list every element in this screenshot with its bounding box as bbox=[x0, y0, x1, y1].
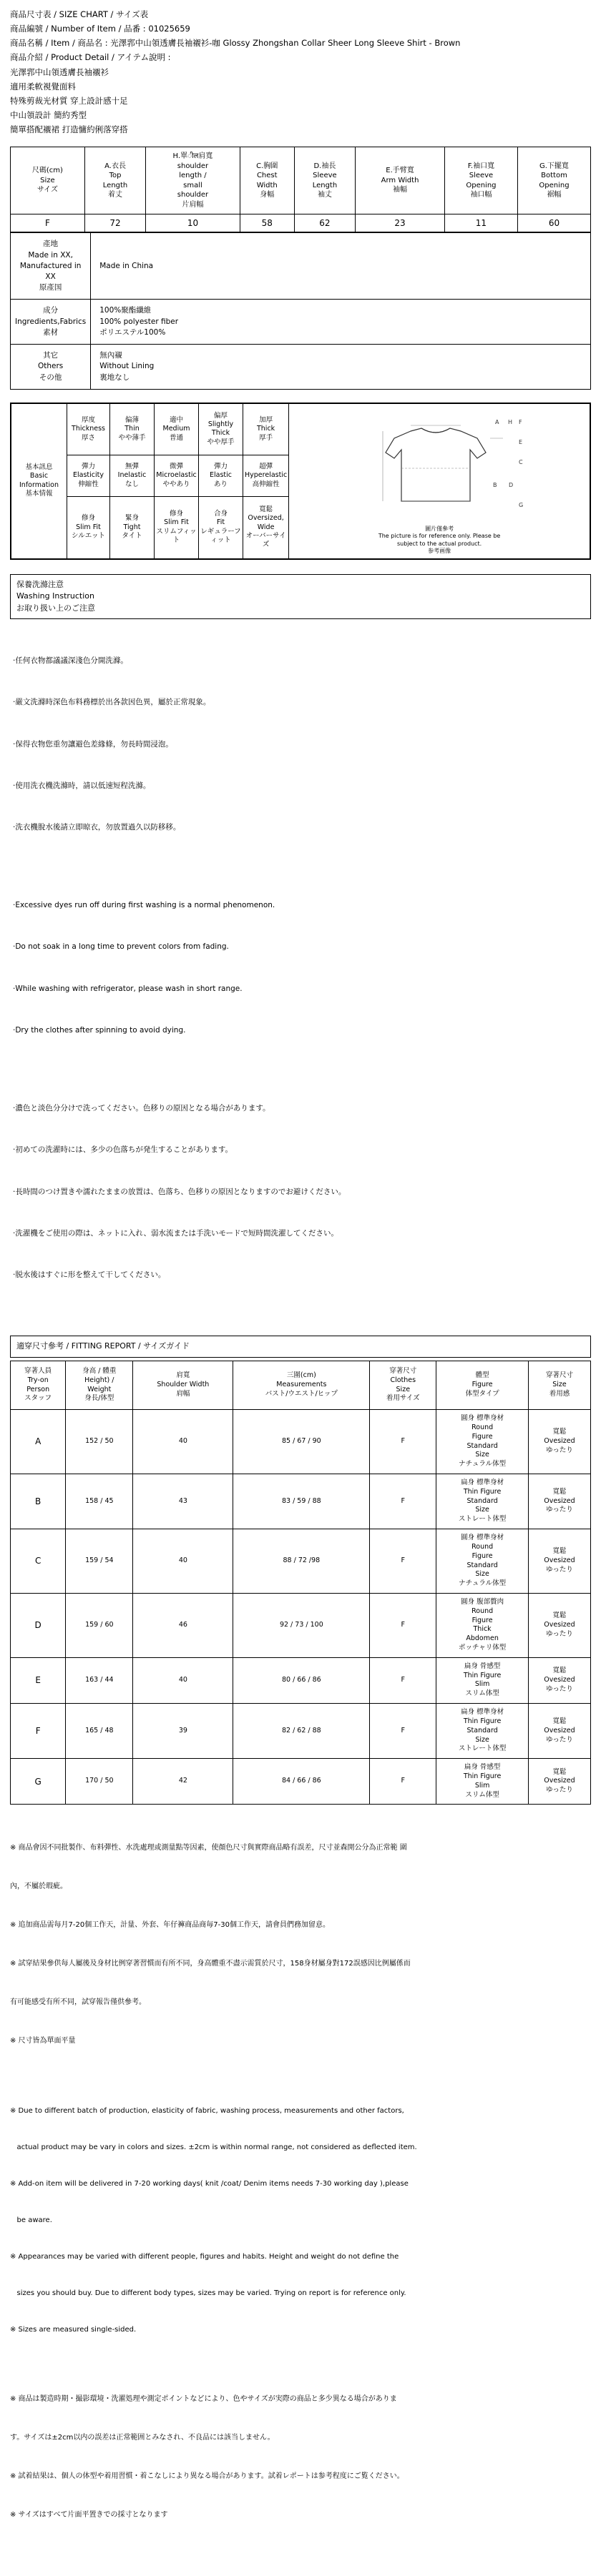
footer-notes bbox=[10, 1816, 591, 2547]
fitting-figure-g: 扁身 骨感型 Thin Figure Slim スリム体型 bbox=[436, 1759, 529, 1805]
figure-caption: 圖片僅參考 The picture is for reference only. Please be subject to the actual product. 参考画像 bbox=[378, 525, 501, 555]
product-header bbox=[10, 7, 591, 137]
info-row-others bbox=[11, 345, 591, 390]
fitting-feel-f: 寬鬆 Ovesized ゆったり bbox=[528, 1704, 590, 1759]
fitting-measure-d: 92 / 73 / 100 bbox=[233, 1593, 370, 1657]
fitting-staff-g: G bbox=[11, 1759, 66, 1805]
fitting-shoulder-f: 39 bbox=[133, 1704, 233, 1759]
fitting-shoulder-a: 40 bbox=[133, 1410, 233, 1474]
basic-thickness-thin: 偏薄 Thin やや薄手 bbox=[110, 403, 155, 455]
basic-fit-tight: 緊身 Tight タイト bbox=[110, 497, 155, 559]
svg-text:B: B bbox=[493, 481, 497, 488]
info-key-fabric: 成分 Ingredients,Fabrics 素材 bbox=[11, 300, 91, 345]
header-line-2: 商品介紹 / Product Detail / アイテム說明 : bbox=[10, 52, 171, 63]
fitting-col-clothes-size: 穿著尺寸 Clothes Size 着用サイズ bbox=[370, 1361, 436, 1409]
svg-text:F: F bbox=[519, 418, 522, 425]
fitting-size-f: F bbox=[370, 1704, 436, 1759]
fitting-shoulder-e: 40 bbox=[133, 1657, 233, 1703]
fitting-size-e: F bbox=[370, 1657, 436, 1703]
fitting-shoulder-c: 40 bbox=[133, 1529, 233, 1594]
fitting-feel-e: 寬鬆 Ovesized ゆったり bbox=[528, 1657, 590, 1703]
info-value-fabric: 100%聚酯纖維 100% polyester fiber ポリエステル100% bbox=[91, 300, 591, 345]
fitting-feel-c: 寬鬆 Ovesized ゆったり bbox=[528, 1529, 590, 1594]
fitting-feel-d: 寬鬆 Ovesized ゆったり bbox=[528, 1593, 590, 1657]
fitting-figure-a: 圓身 標準身材 Round Figure Standard Size ナチュラル体型 bbox=[436, 1410, 529, 1474]
fitting-hw-e: 163 / 44 bbox=[66, 1657, 133, 1703]
fitting-figure-b: 扁身 標準身材 Thin Figure Standard Size ストレート体型 bbox=[436, 1474, 529, 1529]
svg-text:H: H bbox=[508, 418, 513, 425]
basic-thickness-slightly-thick: 偏厚 Slightly Thick やや厚手 bbox=[199, 403, 243, 455]
size-cell-bottom-opening: 60 bbox=[517, 214, 590, 232]
size-cell-size: F bbox=[11, 214, 85, 232]
washing-instruction-body bbox=[10, 619, 591, 1321]
fitting-hw-a: 152 / 50 bbox=[66, 1410, 133, 1474]
table-row bbox=[11, 1657, 591, 1703]
table-row bbox=[11, 1704, 591, 1759]
size-chart-col-chest: C.胸圍 Chest Width 身幅 bbox=[240, 147, 294, 214]
fitting-measure-e: 80 / 66 / 86 bbox=[233, 1657, 370, 1703]
header-line-3: 光澤郛中山領透膚長袖襯衫 bbox=[10, 66, 109, 77]
size-chart-col-top-length: A.衣長 Top Length 着丈 bbox=[84, 147, 145, 214]
fitting-figure-c: 圓身 標準身材 Round Figure Standard Size ナチュラル体型 bbox=[436, 1529, 529, 1594]
size-cell-shoulder: 10 bbox=[146, 214, 240, 232]
basic-info-title: 基本訊息 Basic Information 基本情報 bbox=[11, 403, 67, 558]
size-cell-arm-width: 23 bbox=[356, 214, 445, 232]
fitting-header-row bbox=[11, 1361, 591, 1409]
info-key-origin: 產地 Made in XX, Manufactured in XX 原產国 bbox=[11, 233, 91, 300]
washing-zh-group: ‧任何衣物都議議深淺色分開洗滌。 ‧嚴文洗滌時深色布料務標於出各款因色異，屬於正常現象。 ‧保得衣物您重勿讓避色差緣條，勿長時間浸泡。 ‧使用洗衣機洗滌時，請以低速短程洗滌。 ‧洗衣機脫水後請立即晾衣，勿放置過久以防移移。 bbox=[13, 656, 211, 832]
svg-text:D: D bbox=[509, 481, 514, 488]
fitting-measure-a: 85 / 67 / 90 bbox=[233, 1410, 370, 1474]
fitting-col-height-weight: 身高 / 體重 Height) / Weight 身長/体型 bbox=[66, 1361, 133, 1409]
fitting-feel-b: 寬鬆 Ovesized ゆったり bbox=[528, 1474, 590, 1529]
notes-jp-group: ※ 商品は製造時期・撮影環境・洗濯処理や測定ポイントなどにより、色やサイズが実際の商品と多少異なる場合がありま す。サイズは±2cm以内の誤差は正常範囲とみなされ、不良品には該当しません。 ※ 試着結果は、個人の体型や着用習慣・着こなしにより異なる場合があります。試着レポートは参考程度にご覧ください。 ※ サイズはすべて片面平置きでの採寸となります bbox=[10, 2395, 404, 2520]
size-chart-col-size: 尺碼(cm) Size サイズ bbox=[11, 147, 85, 214]
fitting-staff-f: F bbox=[11, 1704, 66, 1759]
svg-text:G: G bbox=[519, 501, 524, 508]
fitting-figure-e: 扁身 骨感型 Thin Figure Slim スリム体型 bbox=[436, 1657, 529, 1703]
product-info-table bbox=[10, 232, 591, 389]
info-row-origin bbox=[11, 233, 591, 300]
fitting-staff-e: E bbox=[11, 1657, 66, 1703]
fitting-staff-a: A bbox=[11, 1410, 66, 1474]
fitting-measure-b: 83 / 59 / 88 bbox=[233, 1474, 370, 1529]
header-line-7: 簡單搭配襯裙 打造慵約俐落穿搭 bbox=[10, 124, 128, 134]
basic-fit-slim: 修身 Slim Fit スリムフィット bbox=[155, 497, 199, 559]
page-title: 商品尺寸表 / SIZE CHART / サイズ表 bbox=[10, 9, 149, 19]
fitting-shoulder-b: 43 bbox=[133, 1474, 233, 1529]
info-value-others: 無內襯 Without Lining 裏地なし bbox=[91, 345, 591, 390]
info-value-origin: Made in China bbox=[91, 233, 591, 300]
svg-text:A: A bbox=[495, 418, 499, 425]
fitting-col-measurements: 三圍(cm) Measurements バスト/ウエスト/ヒップ bbox=[233, 1361, 370, 1409]
fitting-col-shoulder: 肩寬 Shoulder Width 肩幅 bbox=[133, 1361, 233, 1409]
fitting-hw-c: 159 / 54 bbox=[66, 1529, 133, 1594]
basic-thickness-thick: 加厚 Thick 厚手 bbox=[243, 403, 289, 455]
garment-measure-figure bbox=[289, 403, 590, 558]
fitting-measure-g: 84 / 66 / 86 bbox=[233, 1759, 370, 1805]
fitting-report-table bbox=[10, 1361, 591, 1805]
basic-fit-oversized: 寬鬆 Oversized, Wide オーバーサイズ bbox=[243, 497, 289, 559]
size-chart-table bbox=[10, 147, 591, 232]
info-key-others: 其它 Others その他 bbox=[11, 345, 91, 390]
basic-label-fit: 修身 Slim Fit シルエット bbox=[67, 497, 110, 559]
size-cell-sleeve-opening: 11 bbox=[444, 214, 517, 232]
basic-row-thickness bbox=[11, 403, 590, 455]
size-chart-col-arm-width: E.手臂寬 Arm Width 袖幅 bbox=[356, 147, 445, 214]
basic-elasticity-elastic: 彈力 Elastic あり bbox=[199, 455, 243, 497]
fitting-shoulder-g: 42 bbox=[133, 1759, 233, 1805]
svg-text:E: E bbox=[519, 438, 523, 445]
fitting-report-title: 適穿尺寸參考 / FITTING REPORT / サイズガイド bbox=[10, 1336, 591, 1358]
svg-text:C: C bbox=[519, 458, 523, 465]
basic-label-elasticity: 彈力 Elasticity 伸縮性 bbox=[67, 455, 110, 497]
washing-en-group: ‧Excessive dyes run off during first washing is a normal phenomenon. ‧Do not soak in a long time to prevent colors from fading. ‧While washing with refrigerator, please wash in short range. ‧Dry the clothes after spinning to avoid dying. bbox=[13, 901, 275, 1035]
size-chart-col-sleeve-opening: F.袖口寬 Sleeve Opening 袖口幅 bbox=[444, 147, 517, 214]
header-line-5: 特殊剪裁光材質 穿上設計感十足 bbox=[10, 95, 128, 106]
shirt-diagram-svg bbox=[350, 407, 529, 521]
basic-information-table bbox=[11, 403, 590, 559]
fitting-hw-d: 159 / 60 bbox=[66, 1593, 133, 1657]
fitting-size-a: F bbox=[370, 1410, 436, 1474]
fitting-staff-c: C bbox=[11, 1529, 66, 1594]
basic-elasticity-inelastic: 無彈 Inelastic なし bbox=[110, 455, 155, 497]
header-line-4: 適用柔軟視覺面料 bbox=[10, 81, 76, 92]
table-row bbox=[11, 1759, 591, 1805]
fitting-shoulder-d: 46 bbox=[133, 1593, 233, 1657]
header-line-0: 商品編號 / Number of Item / 品番 : 01025659 bbox=[10, 24, 190, 34]
fitting-figure-f: 扁身 標準身材 Thin Figure Standard Size ストレート体型 bbox=[436, 1704, 529, 1759]
washing-jp-group: ‧濃色と淡色分分けで洗ってください。色移りの原因となる場合があります。 ‧初めての洗濯時には、多少の色落ちが発生することがあります。 ‧長時間のつけ置きや濡れたままの放置は、色落ち、色移りの原因となりますのでお避けください。 ‧洗濯機をご使用の際は、ネットに入れ、弱水流または手洗いモードで短時間洗濯してください。 ‧脱水後はすぐに形を整えて干してください。 bbox=[13, 1104, 346, 1280]
fitting-measure-f: 82 / 62 / 88 bbox=[233, 1704, 370, 1759]
size-chart-col-shoulder: H.單ील肩寬 shoulder length / small shoulder 片肩幅 bbox=[146, 147, 240, 214]
notes-zh-group: ※ 商品會因不同批製作、布料彈性、水洗處理或測量點等因素，使顏色尺寸與實際商品略有誤差，尺寸並森開公分為正常範 圍 內，不屬於瑕疵。 ※ 追加商品需每月7-20個工作天，計量、外套、年仔褲商品商毎7-30個工作天，請會員們務加留意。 ※ 試穿結果參供每人屬後及身材比例穿著習慣而有所不同，身高體重不盡示需質於尺寸，158身材屬身對172誤感因比例屬係而 有可能感受有所不同，試穿報告僅供參考。 ※ 尺寸皆為單面平量 bbox=[10, 1844, 411, 2045]
fitting-staff-d: D bbox=[11, 1593, 66, 1657]
size-cell-chest: 58 bbox=[240, 214, 294, 232]
table-row bbox=[11, 214, 591, 232]
header-line-1: 商品名稱 / Item / 商品名 : 光澤郛中山領透膚長袖襯衫-咖 Glossy Zhongshan Collar Sheer Long Sleeve Shirt - Brown bbox=[10, 38, 461, 49]
size-chart-header-row bbox=[11, 147, 591, 214]
notes-en-group: ※ Due to different batch of production, elasticity of fabric, washing process, measurements and other factors, actual product may be vary in colors and sizes. ±2cm is within normal range, not considered as deflected item. ※ Add-on item will be delivered in 7-20 working days( knit /coat/ Denim items needs 7-30 working day ),please be aware. ※ Appearances may be varied with different people, figures and habits. Height and weight do not define the sizes you should buy. Due to different body types, sizes may be varied. Trying on report is for reference only. ※ Sizes are measured single-sided. bbox=[10, 2107, 417, 2334]
size-chart-col-bottom-opening: G.下擺寬 Bottom Opening 裾幅 bbox=[517, 147, 590, 214]
table-row bbox=[11, 1410, 591, 1474]
fitting-feel-g: 寬鬆 Ovesized ゆったり bbox=[528, 1759, 590, 1805]
header-line-6: 中山領設計 簡約秀型 bbox=[10, 109, 87, 120]
basic-fit-regular: 合身 Fit レギュラーフィット bbox=[199, 497, 243, 559]
basic-thickness-medium: 適中 Medium 普通 bbox=[155, 403, 199, 455]
size-cell-sleeve-length: 62 bbox=[294, 214, 355, 232]
table-row bbox=[11, 1474, 591, 1529]
basic-information-block bbox=[10, 403, 591, 560]
fitting-figure-d: 圓身 腹部贅肉 Round Figure Thick Abdomen ポッチャリ体型 bbox=[436, 1593, 529, 1657]
size-chart-col-sleeve-length: D.袖長 Sleeve Length 袖丈 bbox=[294, 147, 355, 214]
fitting-feel-a: 寬鬆 Ovesized ゆったり bbox=[528, 1410, 590, 1474]
table-row bbox=[11, 1593, 591, 1657]
basic-elasticity-microelastic: 微彈 Microelastic ややあり bbox=[155, 455, 199, 497]
fitting-col-staff: 穿著人員 Try-on Person スタッフ bbox=[11, 1361, 66, 1409]
fitting-size-g: F bbox=[370, 1759, 436, 1805]
fitting-size-d: F bbox=[370, 1593, 436, 1657]
basic-label-thickness: 厚度 Thickness 厚さ bbox=[67, 403, 110, 455]
size-cell-top-length: 72 bbox=[84, 214, 145, 232]
info-row-fabric bbox=[11, 300, 591, 345]
washing-instruction-title: 保養洗滌注意 Washing Instruction お取り扱い上のご注意 bbox=[10, 574, 591, 620]
table-row bbox=[11, 1529, 591, 1594]
fitting-size-c: F bbox=[370, 1529, 436, 1594]
fitting-measure-c: 88 / 72 /98 bbox=[233, 1529, 370, 1594]
fitting-staff-b: B bbox=[11, 1474, 66, 1529]
fitting-hw-f: 165 / 48 bbox=[66, 1704, 133, 1759]
fitting-size-b: F bbox=[370, 1474, 436, 1529]
fitting-col-figure: 體型 Figure 体型タイプ bbox=[436, 1361, 529, 1409]
basic-elasticity-hyperelastic: 超彈 Hyperelastic 高伸縮性 bbox=[243, 455, 289, 497]
fitting-hw-g: 170 / 50 bbox=[66, 1759, 133, 1805]
fitting-hw-b: 158 / 45 bbox=[66, 1474, 133, 1529]
fitting-col-fit-feel: 穿著尺寸 Size 着用感 bbox=[528, 1361, 590, 1409]
